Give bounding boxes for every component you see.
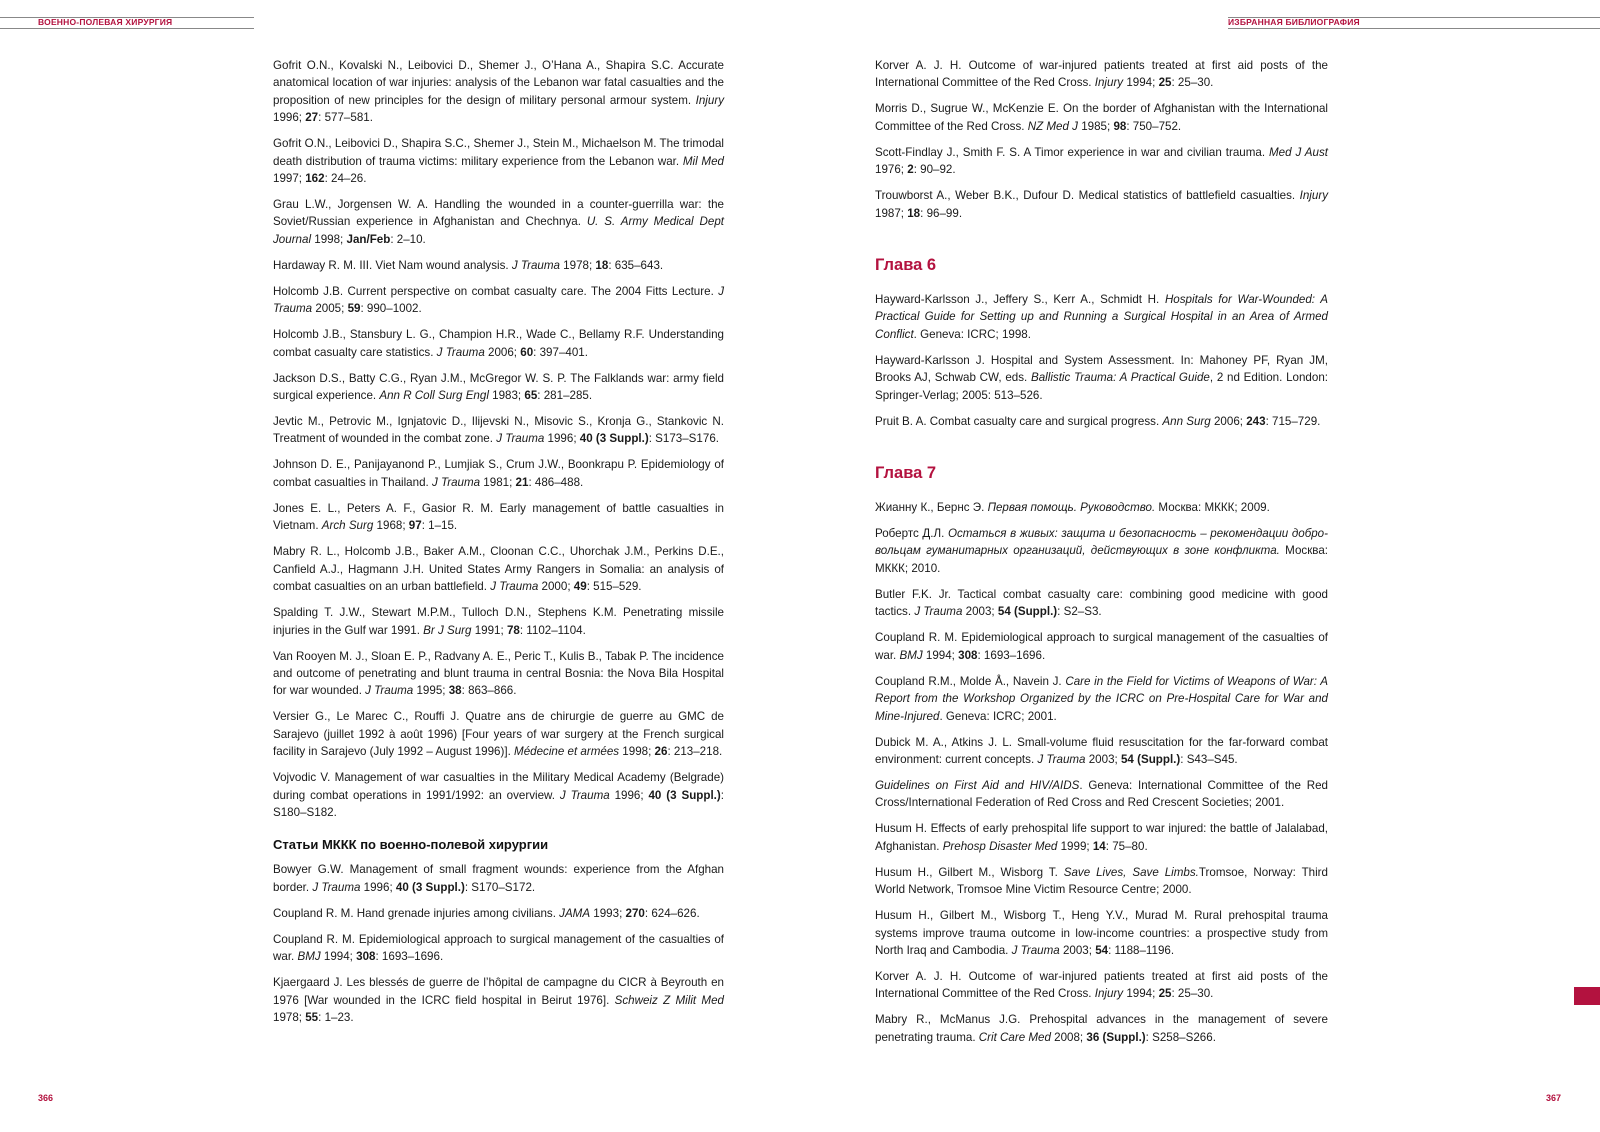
reference-text: : 1102–1104. [519,623,586,637]
reference-journal: J Trauma [511,258,560,272]
reference-journal: J Trauma [312,880,361,894]
reference-text: Kjaergaard J. Les blessés de guerre de l’hôpital de campagne du CICR à Beyrouth en 1976 [War wounded in the ICRC field hospital in Beirut 1976]. [273,976,724,1007]
reference-text: Korver A. J. H. Outcome of war-injured patients treated at first aid posts of the International Committee of the Red Cross. [875,59,1328,90]
chapter-heading: Глава 7 [875,464,937,483]
reference-journal: Mil Med [682,154,724,168]
reference-entry [875,734,1328,769]
reference-text: 2003; [1085,752,1121,766]
reference-volume: 49 [573,580,587,594]
reference-journal: Crit Care Med [978,1030,1051,1044]
reference-text: Bowyer G.W. Management of small fragment wounds: experience from the Afghan border. [273,863,724,894]
reference-journal: J Trauma [273,284,724,316]
reference-text: Butler F.K. Jr. Tactical combat casualty care: combining good medicine with good tactics. [875,587,1328,619]
reference-journal: Care in the Field for Victims of Weapons of War: A Report from the Workshop Organized by the ICRC on Pre-Hospital Care for War and Mine-Injured [875,674,1329,723]
reference-volume: 40 (3 Suppl.) [395,880,465,894]
reference-text: 1996; [544,432,580,446]
reference-text: Vojvodic V. Management of war casualties in the Military Medical Academy (Belgrade) during combat operations in 1991/1992: an overview. [273,771,724,802]
reference-entry [273,974,724,1026]
reference-text: Jackson D.S., Batty C.G., Ryan J.M., McGregor W. S. P. The Falklands war: army field surgical experience. [273,371,724,403]
reference-text: Husum H., Gilbert M., Wisborg T. [875,865,1064,879]
running-head-right: ИЗБРАННАЯ БИБЛИОГРАФИЯ [1228,17,1360,27]
reference-volume: 243 [1246,414,1266,428]
reference-text: 1976; [875,163,908,177]
reference-journal: J Trauma [559,788,610,802]
reference-entry [875,413,1328,430]
reference-text: Holcomb J.B., Stansbury L. G., Champion H.R., Wade C., Bellamy R.F. Understanding combat casualty care statistics. [273,328,724,359]
reference-entry [273,905,724,922]
page-number-left: 366 [38,1093,54,1103]
header-rule-bottom-right [1228,28,1600,29]
reference-text: Tromsoe, Norway: Third World Network, Tromsoe Mine Victim Resource Centre; 2000. [875,865,1328,897]
reference-entry [875,907,1328,959]
reference-text: Versier G., Le Marec C., Rouffi J. Quatre ans de chirurgie de guerre au GMC de Sarajevo (juillet 1992 à août 1996) [Four years of war surgery at the French surgical facility in Sarajevo (July 1992 – August 1996)]. [273,710,724,759]
reference-journal: NZ Med J [1027,119,1078,133]
reference-journal: Médecine et armées [514,745,620,759]
reference-entry [273,57,724,127]
reference-journal: Injury [1299,189,1328,203]
reference-text: : 397–401. [533,345,588,359]
reference-text: Grau L.W., Jorgensen W. A. Handling the wounded in a counter-guerrilla war: the Soviet/Russian experience in Afghanistan and Chechnya. [273,198,724,229]
reference-text: Husum H. Effects of early prehospital life support to war injured: the battle of Jalalabad, Afghanistan. [875,822,1328,853]
reference-entry [875,144,1328,179]
reference-text: : S180–S182. [273,788,724,819]
reference-text: : 1–23. [318,1010,354,1024]
reference-text: : 1693–1696. [977,648,1046,662]
reference-journal: J Trauma [490,580,539,594]
reference-entry [875,629,1328,664]
reference-list [875,499,1328,1046]
reference-journal: Br J Surg [423,623,472,637]
reference-entry [875,777,1328,812]
reference-list [273,861,724,1026]
reference-text: 1994; [320,950,357,964]
reference-text: 2000; [538,580,574,594]
reference-text: 2003; [1059,943,1096,957]
reference-volume: 308 [958,648,978,662]
reference-volume: 40 (3 Suppl.) [648,788,721,802]
reference-text: Morris D., Sugrue W., McKenzie E. On the border of Afghanistan with the International Committee of the Red Cross. [875,102,1328,133]
reference-journal: J Trauma [914,605,963,619]
reference-text: Mabry R., McManus J.G. Prehospital advances in the management of severe penetrating trauma. [875,1013,1328,1044]
reference-text: Москва: МККК; 2009. [1155,501,1270,515]
reference-entry [273,648,724,700]
reference-text: : 486–488. [528,475,584,489]
reference-entry [875,187,1328,222]
reference-journal: Injury [695,93,724,107]
reference-entry [273,370,724,405]
reference-text: : 715–729. [1265,414,1321,428]
reference-text: 1978; [273,1010,306,1024]
reference-volume: 65 [524,389,538,403]
reference-text: : S173–S176. [648,432,719,446]
reference-text: 1978; [559,258,596,272]
reference-entry [875,352,1328,404]
reference-volume: 21 [515,475,529,489]
reference-text: : 1188–1196. [1108,943,1175,957]
reference-journal: Ann R Coll Surg Engl [379,389,489,403]
reference-entry [273,500,724,535]
reference-text: 1998; [619,745,655,759]
reference-journal: Prehosp Disaster Med [942,839,1058,853]
reference-journal: U. S. Army Medical Dept Journal [273,215,724,246]
reference-entry [273,769,724,821]
reference-text: 1981; [480,475,516,489]
reference-journal: Med J Aust [1269,145,1328,159]
reference-list [875,57,1328,222]
reference-entry [273,931,724,966]
reference-volume: 55 [305,1010,319,1024]
reference-journal: J Trauma [431,475,481,489]
reference-text: : 213–218. [667,745,723,759]
reference-text: . Geneva: ICRC; 2001. [939,709,1057,723]
reference-journal: Ballistic Trauma: A Practical Guide [1031,371,1210,385]
reference-volume: 14 [1092,839,1106,853]
reference-text: Spalding T. J.W., Stewart M.P.M., Tulloch D.N., Stephens K.M. Penetrating missile injuries in the Gulf war 1991. [273,606,724,637]
reference-volume: 270 [625,906,645,920]
reference-entry [273,456,724,491]
reference-entry [273,543,724,595]
reference-volume: 18 [595,258,609,272]
reference-entry [273,708,724,760]
reference-text: Scott-Findlay J., Smith F. S. A Timor experience in war and civilian trauma. [875,145,1269,159]
reference-text: : 24–26. [324,172,367,186]
reference-journal: J Trauma [1037,752,1086,766]
reference-text: Mabry R. L., Holcomb J.B., Baker A.M., Cloonan C.C., Uhorchak J.M., Perkins D.E., Canfield A.J., Hagmann J.H. United States Army Rangers in Somalia: an analysis of combat casualties on an urban battlefield. [273,545,724,594]
reference-text: 1991; [471,623,507,637]
reference-text: : 2–10. [390,232,426,246]
reference-volume: 98 [1113,119,1127,133]
reference-text: : 990–1002. [360,302,422,316]
reference-text: 2003; [962,605,998,619]
reference-text: 1996; [609,788,649,802]
reference-text: : 1693–1696. [375,950,444,964]
reference-text: Coupland R. M. Hand grenade injuries among civilians. [273,906,560,920]
reference-journal: Schweiz Z Milit Med [614,993,724,1007]
reference-journal: Guidelines on First Aid and HIV/AIDS [875,778,1080,792]
reference-journal: Injury [1094,987,1124,1001]
reference-text: 1987; [875,206,908,220]
reference-entry [273,257,724,274]
reference-text: 1996; [273,111,306,125]
reference-text: Hayward-Karlsson J. Hospital and System Assessment. In: Mahoney PF, Ryan JM, Brooks AJ, Schwab CW, eds. [875,353,1328,385]
reference-text: 2006; [484,345,521,359]
reference-journal: Arch Surg [321,519,374,533]
reference-volume: 308 [356,950,376,964]
reference-text: Hayward-Karlsson J., Jeffery S., Kerr A., Schmidt H. [875,293,1165,307]
reference-volume: 97 [408,519,422,533]
reference-volume: 78 [506,623,520,637]
reference-text: Husum H., Gilbert M., Wisborg T., Heng Y.V., Murad M. Rural prehospital trauma systems improve trauma outcome in low-income countries: a prospective study from North Iraq and Cambodia. [875,909,1328,957]
reference-journal: Hospitals for War-Wounded: A Practical Guide for Setting up and Running a Surgical Hospital in an Area of Armed Conflict [875,293,1328,341]
reference-entry [875,291,1328,343]
reference-text: : 96–99. [920,206,963,220]
reference-journal: JAMA [559,906,591,920]
reference-journal: Остаться в живых: защита и безопасность – рекомендации добро-вольцам гуманитарных организаций, действующих в зоне конфликта. [875,527,1328,558]
reference-journal: J Trauma [1011,943,1060,957]
reference-text: Trouwborst A., Weber B.K., Dufour D. Medical statistics of battlefield casualties. [875,189,1300,203]
reference-journal: BMJ [297,950,321,964]
reference-volume: 59 [347,302,361,316]
reference-volume: 27 [305,111,319,125]
reference-text: 1996; [360,880,396,894]
reference-journal: J Trauma [436,345,485,359]
reference-journal: Injury [1094,76,1124,90]
reference-text: : 577–581. [318,111,373,125]
reference-text: Korver A. J. H. Outcome of war-injured patients treated at first aid posts of the International Committee of the Red Cross. [875,969,1328,1001]
reference-text: 1994; [922,648,959,662]
reference-volume: 25 [1158,76,1172,90]
reference-text: 1994; [1123,76,1159,90]
reference-volume: 26 [654,745,668,759]
reference-entry [273,861,724,896]
reference-text: 1995; [413,684,449,698]
reference-entry [273,326,724,361]
running-head-left: ВОЕННО-ПОЛЕВАЯ ХИРУРГИЯ [38,17,173,27]
right-page-column [875,57,1328,1055]
reference-entry [875,499,1328,516]
reference-entry [875,864,1328,899]
reference-text: 2008; [1050,1030,1087,1044]
reference-journal: Ann Surg [1162,414,1211,428]
reference-text: Holcomb J.B. Current perspective on combat casualty care. The 2004 Fitts Lecture. [273,284,719,298]
reference-text: Жианну К., Бернс Э. [875,501,988,515]
reference-text: 1983; [488,389,525,403]
reference-entry [273,135,724,187]
reference-text: 2005; [312,302,348,316]
reference-text: 2006; [1210,414,1247,428]
reference-text: : 515–529. [586,580,642,594]
reference-volume: 60 [520,345,534,359]
reference-text: 1968; [373,519,409,533]
reference-volume: 18 [907,206,921,220]
reference-text: Coupland R. M. Epidemiological approach to surgical management of the casualties of war. [273,932,724,964]
reference-journal: J Trauma [496,432,545,446]
reference-list [875,291,1328,430]
left-page-column [273,57,724,1035]
page-number-right: 367 [1546,1093,1562,1103]
reference-text: Coupland R. M. Epidemiological approach to surgical management of the casualties of war. [875,631,1328,662]
reference-text: 1999; [1057,839,1093,853]
reference-text: : 75–80. [1105,839,1148,853]
reference-entry [273,196,724,248]
reference-volume: Jan/Feb [346,232,391,246]
reference-entry [875,100,1328,135]
reference-text: Gofrit O.N., Leibovici D., Shapira S.C., Shemer J., Stein M., Michaelson M. The trimodal death distribution of trauma victims: military experience from the Lebanon war. [273,137,724,168]
reference-text: Coupland R.M., Molde Å., Navein J. [875,674,1066,688]
reference-text: Москва: МККК; 2010. [875,544,1328,575]
reference-volume: 54 (Suppl.) [997,605,1058,619]
reference-text: : S170–S172. [464,880,536,894]
reference-text: Робертс Д.Л. [875,527,948,541]
reference-entry [273,413,724,448]
reference-entry [875,525,1328,577]
reference-entry [273,604,724,639]
reference-entry [273,283,724,318]
reference-text: : S43–S45. [1180,752,1238,766]
reference-journal: Save Lives, Save Limbs. [1063,865,1199,879]
reference-text: 1994; [1123,987,1159,1001]
reference-volume: 54 [1095,943,1109,957]
reference-text: 1997; [273,172,306,186]
reference-text: : 281–285. [537,389,593,403]
reference-text: Jones E. L., Peters A. F., Gasior R. M. Early management of battle casualties in Vietnam. [273,501,724,533]
reference-entry [875,586,1328,621]
reference-text: Pruit B. A. Combat casualty care and surgical progress. [875,414,1163,428]
chapter-heading: Глава 6 [875,256,937,275]
reference-text: Hardaway R. M. III. Viet Nam wound analysis. [273,258,512,272]
reference-entry [875,57,1328,92]
reference-text: Dubick M. A., Atkins J. L. Small-volume fluid resuscitation for the far-forward combat environment: current concepts. [875,735,1328,766]
reference-journal: BMJ [899,648,923,662]
reference-text: 1985; [1077,119,1114,133]
reference-text: : 1–15. [421,519,458,533]
reference-text: 1993; [590,906,626,920]
reference-text: : 25–30. [1171,76,1214,90]
reference-volume: 54 (Suppl.) [1120,752,1181,766]
reference-text: Gofrit O.N., Kovalski N., Leibovici D., Shemer J., O’Hana A., Shapira S.C. Accurate anatomical location of war injuries: analysis of the Lebanon war fatal casualties and the proposition of new principles for the design of military personal armour system. [273,59,724,107]
reference-text: 1998; [311,232,347,246]
reference-text: Johnson D. E., Panijayanond P., Lumjiak S., Crum J.W., Boonkrapu P. Epidemiology of combat casualties in Thailand. [273,458,724,489]
reference-volume: 40 (3 Suppl.) [579,432,649,446]
reference-volume: 162 [305,172,325,186]
reference-text: , 2 nd Edition. London: Springer-Verlag; 2005: 513–526. [875,371,1328,402]
reference-entry [875,1011,1328,1046]
reference-text: : 635–643. [608,258,664,272]
reference-text: : 863–866. [461,684,517,698]
reference-text: : S2–S3. [1057,605,1102,619]
reference-text: . Geneva: ICRC; 1998. [913,327,1031,341]
reference-text: : S258–S266. [1145,1030,1216,1044]
reference-text: : 90–92. [913,163,956,177]
reference-text: . Geneva: International Committee of the Red Cross/International Federation of Red Cross and Red Crescent Societies; 2001. [875,778,1328,810]
reference-list [273,57,724,821]
reference-volume: 2 [907,163,914,177]
reference-text: : 624–626. [644,906,700,920]
reference-volume: 38 [448,684,462,698]
reference-text: : 25–30. [1171,987,1214,1001]
reference-entry [875,968,1328,1003]
reference-entry [875,820,1328,855]
chapter-thumb-tab [1574,987,1600,1005]
reference-volume: 36 (Suppl.) [1086,1030,1146,1044]
header-rule-bottom-left [0,28,254,29]
reference-journal: Первая помощь. Руководство. [987,501,1156,515]
reference-text: Van Rooyen M. J., Sloan E. P., Radvany A. E., Peric T., Kulis B., Tabak P. The incidence and outcome of penetrating and blunt trauma in central Bosnia: the Nova Bila Hospital for war wounded. [273,649,724,698]
reference-text: Jevtic M., Petrovic M., Ignjatovic D., Ilijevski N., Misovic S., Kronja G., Stankovic N. Treatment of wounded in the combat zone. [273,415,724,446]
reference-journal: J Trauma [365,684,414,698]
section-subheading: Статьи МККК по военно-полевой хирургии [273,837,549,853]
reference-entry [875,673,1328,725]
reference-volume: 25 [1158,987,1172,1001]
reference-text: : 750–752. [1126,119,1182,133]
